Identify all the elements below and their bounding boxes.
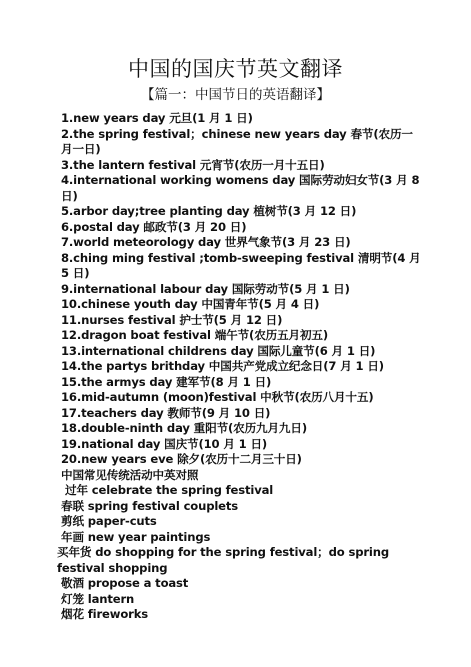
text-line: 11.nurses festival 护士节(5 月 12 日) <box>61 312 283 327</box>
text-line: 4.international working womens day 国际劳动妇女节(3 月 8 日) <box>61 173 420 203</box>
text-line: 买年货 do shopping for the spring festival；do spring festival shopping <box>57 545 390 575</box>
section-heading: 【篇一：中国节日的英语翻译】 <box>141 87 330 103</box>
text-body <box>57 111 421 623</box>
text-line: 敬酒 propose a toast <box>61 576 189 590</box>
text-line: 17.teachers day 教师节(9 月 10 日) <box>61 405 271 420</box>
text-line: 剪纸 paper-cuts <box>61 514 157 528</box>
text-line: 12.dragon boat festival 端午节(农历五月初五) <box>61 328 329 342</box>
text-line: 15.the armys day 建军节(8 月 1 日) <box>61 374 272 389</box>
text-line: 年画 new year paintings <box>61 529 211 544</box>
text-line: 春联 spring festival couplets <box>61 498 239 513</box>
text-line: 中国常见传统活动中英对照 <box>61 467 199 482</box>
text-line: 5.arbor day;tree planting day 植树节(3 月 12 日) <box>61 204 357 218</box>
text-line: 20.new years eve 除夕(农历十二月三十日) <box>61 452 302 466</box>
page-title: 中国的国庆节英文翻译 <box>128 57 343 81</box>
text-line: 13.international childrens day 国际儿童节(6 月 1 日) <box>61 343 376 358</box>
text-line: 16.mid-autumn (moon)festival 中秋节(农历八月十五) <box>61 390 374 404</box>
text-line: 3.the lantern festival 元宵节(农历一月十五日) <box>61 157 325 172</box>
text-line: 烟花 fireworks <box>61 607 149 621</box>
text-line: 9.international labour day 国际劳动节(5 月 1 日) <box>61 281 350 296</box>
text-line: 灯笼 lantern <box>61 591 135 606</box>
text-line: 7.world meteorology day 世界气象节(3 月 23 日) <box>61 235 351 249</box>
text-line: 14.the partys brithday 中国共产党成立纪念日(7 月 1 日) <box>61 359 384 373</box>
text-line: 19.national day 国庆节(10 月 1 日) <box>61 436 268 451</box>
text-line: 6.postal day 邮政节(3 月 20 日) <box>61 219 247 234</box>
text-line: 2.the spring festival；chinese new years day 春节(农历一月一日) <box>61 126 413 156</box>
text-line: 8.ching ming festival ;tomb-sweeping festival 清明节(4 月 5 日) <box>61 250 421 280</box>
text-line: 10.chinese youth day 中国青年节(5 月 4 日) <box>61 297 320 311</box>
text-line: 过年 celebrate the spring festival <box>65 483 274 497</box>
text-line: 1.new years day 元旦(1 月 1 日) <box>61 111 253 125</box>
text-line: 18.double-ninth day 重阳节(农历九月九日) <box>61 421 307 435</box>
